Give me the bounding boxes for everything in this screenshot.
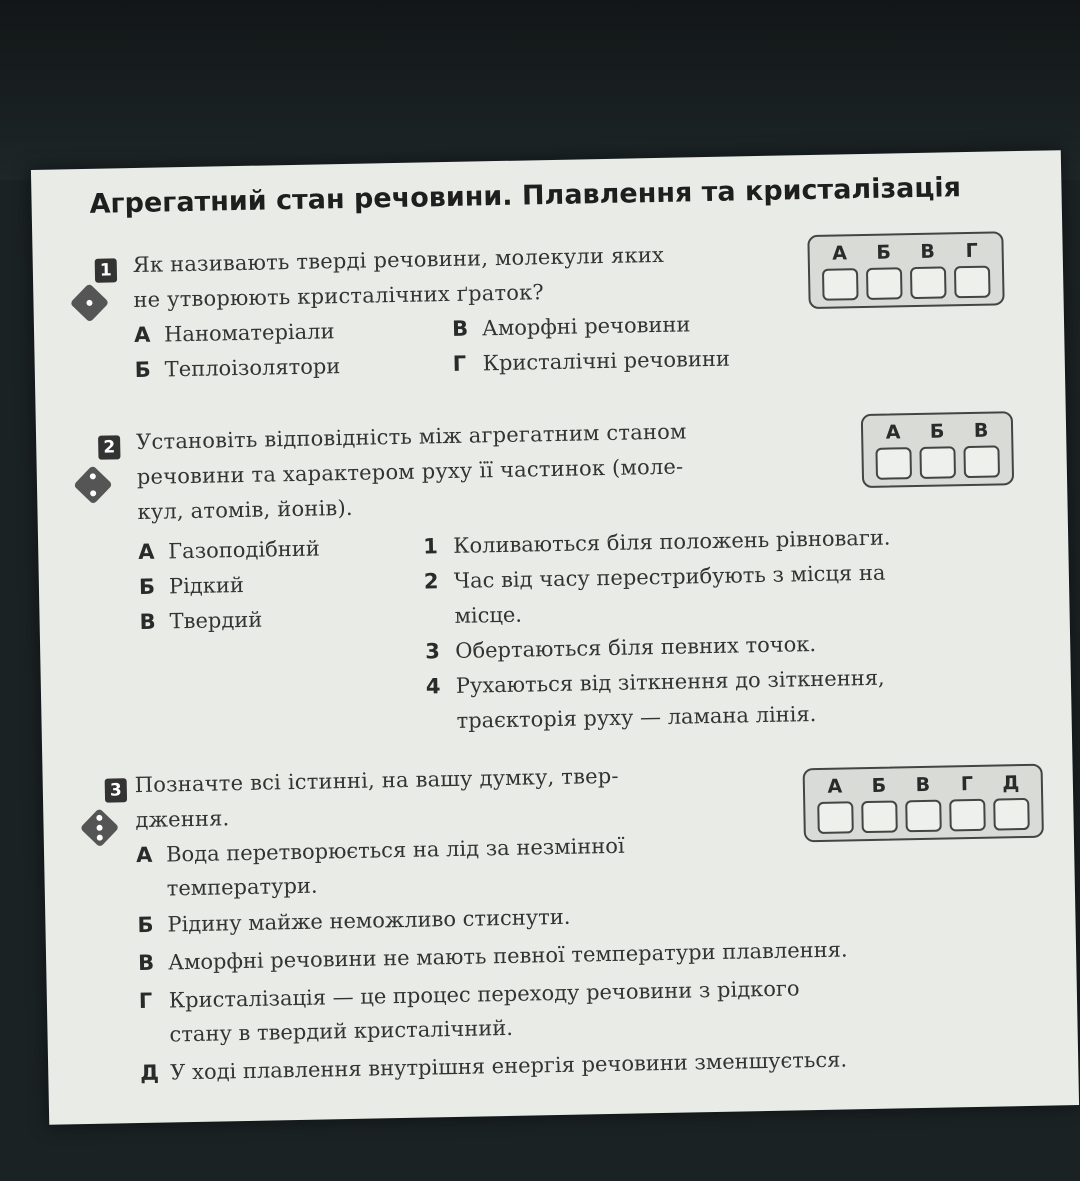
question-line: Як називають тверді речовини, молекули яких bbox=[132, 242, 665, 278]
option-letter: Д bbox=[140, 1060, 160, 1086]
grid-letter: Б bbox=[929, 420, 945, 443]
answer-cell[interactable] bbox=[866, 267, 903, 300]
question-line: дження. bbox=[135, 806, 230, 833]
task-2 bbox=[36, 412, 1066, 733]
option-letter: Г bbox=[138, 988, 153, 1014]
option-letter: Б bbox=[137, 912, 154, 938]
task-number: 1 bbox=[95, 258, 117, 282]
state-b bbox=[139, 573, 244, 599]
page-title: Агрегатний стан речовини. Плавлення та кристалізація bbox=[89, 172, 962, 220]
option-text: температури. bbox=[166, 873, 318, 901]
option-letter: А bbox=[135, 842, 153, 868]
option-number: 4 bbox=[425, 674, 441, 699]
option-number: 3 bbox=[425, 639, 441, 664]
option-text: Газоподібний bbox=[168, 536, 320, 564]
answer-cell[interactable] bbox=[875, 447, 912, 480]
statement-b bbox=[137, 905, 570, 937]
option-letter: Б bbox=[134, 357, 152, 383]
grid-letter: Г bbox=[960, 773, 974, 796]
grid-letter: В bbox=[920, 240, 936, 263]
grid-letter: В bbox=[973, 419, 989, 442]
grid-letter: Г bbox=[965, 239, 978, 263]
option-g bbox=[452, 347, 730, 376]
task-1 bbox=[32, 230, 1062, 383]
motion-2 bbox=[424, 561, 886, 594]
option-letter: Б bbox=[138, 574, 156, 599]
option-text: Кристалізація — це процес переходу речовини з рідкого bbox=[168, 976, 800, 1013]
option-text: місце. bbox=[454, 602, 523, 628]
answer-cell[interactable] bbox=[993, 798, 1030, 831]
option-text: Час від часу перестрибують з місця на bbox=[453, 560, 886, 593]
option-text: Аморфні речовини bbox=[481, 312, 691, 341]
option-letter: Г bbox=[452, 351, 467, 376]
option-letter: В bbox=[139, 609, 156, 634]
answer-cell[interactable] bbox=[919, 446, 956, 479]
option-text: Твердий bbox=[169, 607, 263, 634]
grid-letter: А bbox=[885, 421, 901, 444]
question-line: кул, атомів, йонів). bbox=[137, 495, 353, 524]
statement-d bbox=[140, 1047, 847, 1085]
grid-letter: А bbox=[827, 775, 843, 798]
option-letter: В bbox=[137, 950, 155, 976]
option-text: Коливаються біля положень рівноваги. bbox=[452, 525, 891, 558]
task-3 bbox=[43, 755, 1073, 1086]
option-text: Аморфні речовини не мають певної температури плавлення. bbox=[167, 937, 848, 975]
option-letter: В bbox=[451, 316, 469, 341]
grid-letter: А bbox=[832, 242, 848, 265]
question-line: Позначте всі істинні, на вашу думку, твер- bbox=[134, 763, 619, 798]
answer-cell[interactable] bbox=[949, 799, 986, 832]
option-text: Рухаються від зіткнення до зіткнення, bbox=[455, 665, 885, 698]
state-a bbox=[138, 537, 320, 564]
option-letter: А bbox=[138, 539, 155, 564]
answer-cell[interactable] bbox=[954, 266, 991, 299]
motion-4-continued bbox=[456, 702, 816, 733]
question-line: Установіть відповідність між агрегатним станом bbox=[135, 419, 687, 455]
answer-cell[interactable] bbox=[905, 800, 942, 833]
statement-a-continued bbox=[167, 874, 318, 901]
task-number: 3 bbox=[105, 778, 127, 802]
option-text: У ході плавлення внутрішня енергія речовини зменшується. bbox=[170, 1047, 848, 1085]
grid-letter: Д bbox=[1002, 772, 1020, 795]
option-number: 2 bbox=[423, 569, 439, 594]
state-v bbox=[139, 608, 262, 634]
answer-cell[interactable] bbox=[817, 801, 854, 834]
answer-grid bbox=[803, 764, 1044, 843]
answer-cell[interactable] bbox=[822, 268, 859, 301]
statement-v bbox=[138, 937, 848, 975]
task-question bbox=[134, 759, 619, 838]
question-line: не утворюють кристалічних ґраток? bbox=[133, 280, 545, 313]
option-text: Рідкий bbox=[168, 572, 245, 599]
answer-grid bbox=[807, 231, 1004, 309]
option-text: Рідину майже неможливо стиснути. bbox=[167, 904, 571, 937]
statement-a bbox=[136, 834, 625, 867]
dice-difficulty-icon bbox=[73, 465, 113, 505]
motion-4 bbox=[426, 666, 885, 699]
statement-g-continued bbox=[169, 1016, 513, 1047]
motion-1 bbox=[423, 526, 891, 559]
option-text: стану в твердий кристалічний. bbox=[169, 1015, 514, 1047]
grid-letter: Б bbox=[876, 241, 892, 264]
option-b bbox=[135, 354, 341, 382]
option-text: траєкторія руху — ламана лінія. bbox=[456, 702, 817, 733]
answer-cell[interactable] bbox=[861, 800, 898, 833]
grid-letter: Б bbox=[871, 774, 887, 797]
option-letter: А bbox=[133, 322, 151, 348]
option-text: Наноматеріали bbox=[163, 319, 335, 347]
option-number: 1 bbox=[422, 534, 439, 559]
option-text: Кристалічні речовини bbox=[482, 346, 731, 376]
answer-grid bbox=[861, 411, 1014, 488]
statement-g bbox=[139, 976, 800, 1013]
grid-letter: В bbox=[915, 773, 931, 797]
answer-cell[interactable] bbox=[910, 266, 947, 299]
task-question bbox=[136, 414, 688, 530]
motion-3 bbox=[425, 632, 816, 663]
task-question bbox=[132, 238, 665, 318]
option-text: Теплоізолятори bbox=[164, 354, 341, 382]
option-text: Обертаються біля певних точок. bbox=[455, 631, 817, 663]
answer-cell[interactable] bbox=[963, 445, 1000, 478]
option-v bbox=[452, 312, 691, 341]
dice-difficulty-icon bbox=[70, 283, 110, 323]
option-text: Вода перетворюється на лід за незмінної bbox=[165, 833, 625, 867]
worksheet-page bbox=[31, 150, 1079, 1125]
question-line: речовини та характером руху її частинок (моле- bbox=[136, 454, 684, 489]
motion-2-continued bbox=[454, 603, 522, 628]
dice-difficulty-icon bbox=[80, 808, 120, 848]
task-number: 2 bbox=[98, 435, 120, 459]
option-a bbox=[134, 319, 335, 347]
